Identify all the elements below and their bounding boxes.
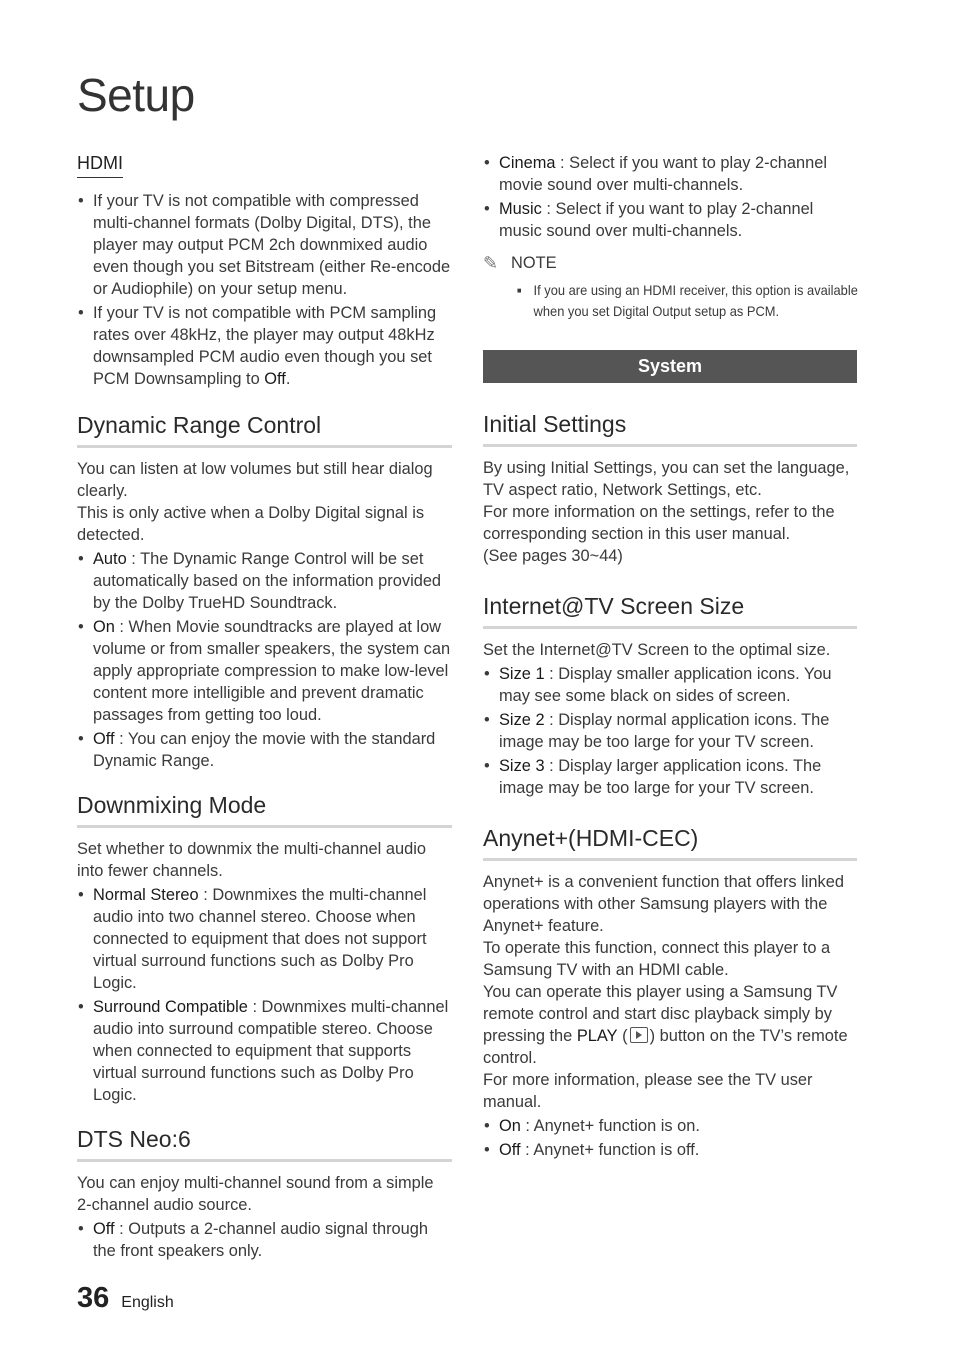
drc-list — [77, 548, 452, 772]
note-heading: ✎ NOTE — [483, 253, 557, 273]
section-downmixing-mode — [77, 792, 452, 1106]
page-language: English — [121, 1294, 174, 1311]
paragraph: Set whether to downmix the multi-channel audio into fewer channels. — [77, 840, 426, 880]
paragraph: You can enjoy multi-channel sound from a simple 2-channel audio source. — [77, 1174, 434, 1214]
left-column — [77, 150, 452, 1262]
screen-size-list — [483, 663, 857, 799]
section-heading: Anynet+(HDMI-CEC) — [483, 825, 857, 861]
list-item: • Cinema : Select if you want to play 2-channel movie sound over multi-channels. — [483, 152, 857, 196]
section-internet-tv-screen-size — [483, 593, 857, 799]
section-heading: Dynamic Range Control — [77, 412, 452, 448]
paragraph: To operate this function, connect this player to a Samsung TV with an HDMI cable. — [483, 939, 831, 979]
dts-list — [77, 1218, 452, 1262]
list-item: • Surround Compatible : Downmixes multi-channel audio into surround compatible stereo. Choose when connected to equipment that supports virtual surround functions such as Dolby Pro Logic. — [77, 996, 452, 1106]
paragraph: For more information, please see the TV user manual. — [483, 1071, 813, 1111]
list-item: • If your TV is not compatible with PCM sampling rates over 48kHz, the player may output 48kHz downsampled PCM audio even though you set PCM Downsampling to Off. — [77, 302, 452, 390]
right-column — [483, 150, 857, 1161]
list-item: • Size 3 : Display larger application icons. The image may be too large for your TV screen. — [483, 755, 857, 799]
play-icon — [630, 1027, 648, 1043]
downmix-list — [77, 884, 452, 1106]
section-dts-neo6 — [77, 1126, 452, 1262]
list-item: • Size 1 : Display smaller application icons. You may see some black on sides of screen. — [483, 663, 857, 707]
paragraph: (See pages 30~44) — [483, 547, 623, 565]
list-item: • On : When Movie soundtracks are played at low volume or from smaller speakers, the system can apply appropriate compression to make low-level content more intelligible and prevent dramatic passages from getting too loud. — [77, 616, 452, 726]
section-dynamic-range-control — [77, 412, 452, 772]
list-item: • On : Anynet+ function is on. — [483, 1115, 857, 1137]
section-heading: Initial Settings — [483, 411, 857, 447]
section-heading: DTS Neo:6 — [77, 1126, 452, 1162]
hdmi-heading: HDMI — [77, 153, 123, 178]
pencil-icon: ✎ — [483, 253, 499, 273]
list-item: • If your TV is not compatible with compressed multi-channel formats (Dolby Digital, DTS), the player may output PCM 2ch downmixed audio even though you set Bitstream (either Re-encode or Audiophile) on your setup menu. — [77, 190, 452, 300]
list-item: • Off : You can enjoy the movie with the standard Dynamic Range. — [77, 728, 452, 772]
section-initial-settings — [483, 411, 857, 567]
section-anynet — [483, 825, 857, 1161]
page-footer — [77, 1282, 174, 1315]
paragraph: For more information on the settings, refer to the corresponding section in this user manual. — [483, 503, 835, 543]
cinema-music-list — [483, 152, 857, 242]
page-title: Setup — [77, 69, 195, 121]
list-item: • Off : Outputs a 2-channel audio signal through the front speakers only. — [77, 1218, 452, 1262]
paragraph: Set the Internet@TV Screen to the optimal size. — [483, 641, 831, 659]
paragraph: You can listen at low volumes but still hear dialog clearly. — [77, 460, 433, 500]
paragraph: You can operate this player using a Samsung TV remote control and start disc playback simply by pressing the PLAY ( ) button on the TV’s remote control. — [483, 983, 848, 1067]
paragraph: By using Initial Settings, you can set the language, TV aspect ratio, Network Settings, etc. — [483, 459, 850, 499]
list-item: • Music : Select if you want to play 2-channel music sound over multi-channels. — [483, 198, 857, 242]
anynet-list — [483, 1115, 857, 1161]
note-text: ■ If you are using an HDMI receiver, this option is available when you set Digital Output setup as PCM. — [517, 280, 865, 322]
section-heading: Internet@TV Screen Size — [483, 593, 857, 629]
list-item: • Size 2 : Display normal application icons. The image may be too large for your TV screen. — [483, 709, 857, 753]
system-section-bar: System — [483, 350, 857, 383]
list-item: • Off : Anynet+ function is off. — [483, 1139, 857, 1161]
list-item: • Auto : The Dynamic Range Control will be set automatically based on the information provided by the Dolby TrueHD Soundtrack. — [77, 548, 452, 614]
page-number: 36 — [77, 1282, 110, 1314]
section-heading: Downmixing Mode — [77, 792, 452, 828]
list-item: • Normal Stereo : Downmixes the multi-channel audio into two channel stereo. Choose when connected to equipment that does not support virtual surround functions such as Dolby Pro Logic. — [77, 884, 452, 994]
paragraph: This is only active when a Dolby Digital signal is detected. — [77, 504, 425, 544]
hdmi-list — [77, 190, 452, 390]
paragraph: Anynet+ is a convenient function that offers linked operations with other Samsung players with the Anynet+ feature. — [483, 873, 844, 935]
